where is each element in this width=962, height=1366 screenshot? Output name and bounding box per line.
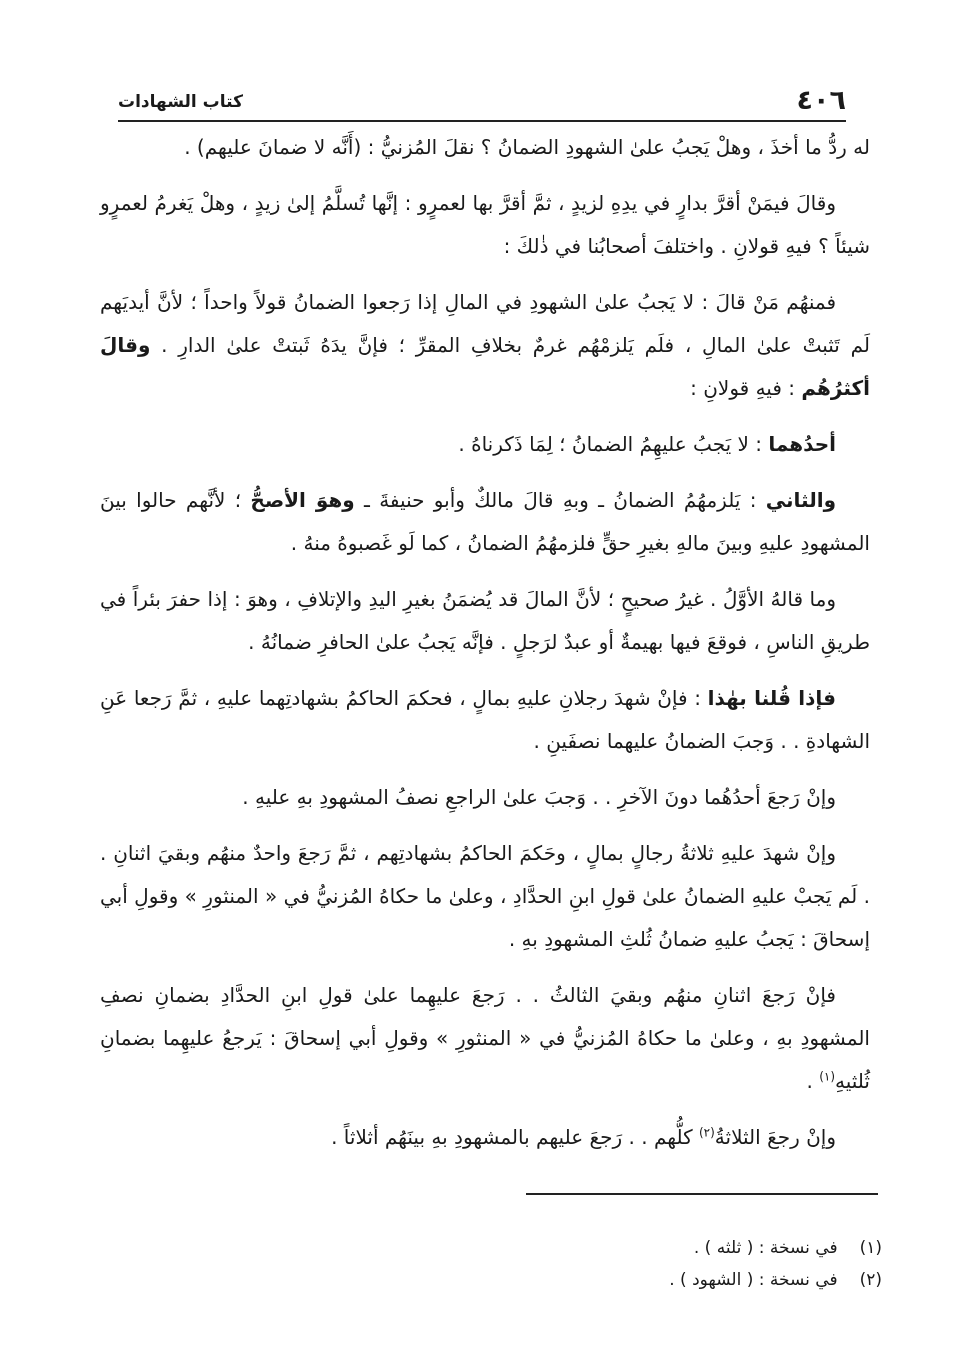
footnote-separator xyxy=(526,1193,878,1195)
running-title: كتاب الشهادات xyxy=(118,92,243,112)
paragraph-text: : يَلزمهُمُ الضمانُ ـ وبهِ قالَ مالكٌ وأبو حنيفةَ ـ xyxy=(354,488,766,512)
paragraph-2 xyxy=(100,182,870,268)
footnotes xyxy=(362,1232,882,1296)
main-text xyxy=(100,126,870,1172)
footnote-number: (٢) xyxy=(859,1270,882,1290)
footnote-number: (١) xyxy=(859,1238,882,1258)
footnote-text: في نسخة : ( الشهود ) . xyxy=(669,1270,838,1290)
paragraph-text: : فيهِ قولانِ : xyxy=(690,376,802,400)
page-header xyxy=(118,86,846,122)
paragraph-6 xyxy=(100,578,870,664)
paragraph-text: فإنْ رَجعَ اثنانِ منهُم وبقيَ الثالثُ . . رَجعَ عليهِما علىٰ قولِ ابنِ الحدَّادِ بضمانِ نصفِ المشهودِ بهِ ، وعلىٰ ما حكاهُ المُزنيُّ في « المنثورِ » وقولِ أبي إسحاقَ : يَرجعُ عليهِما بضمانِ ثُلثيهِ xyxy=(100,983,870,1093)
paragraph-10 xyxy=(100,974,870,1103)
paragraph-text: له ردُّ ما أخذَ ، وهلْ يَجبُ علىٰ الشهودِ الضمانُ ؟ نقلَ المُزنيُّ : (أَنَّه لا ضمانَ عليهم) . xyxy=(184,135,870,159)
paragraph-text: . xyxy=(806,1069,820,1093)
paragraph-7 xyxy=(100,677,870,763)
bold-phrase: والثاني xyxy=(765,488,836,512)
bold-phrase: أحدُهما xyxy=(768,432,836,456)
paragraph-text: ؛ لأنَّهم حالوا بينَ المشهودِ عليهِ وبينَ مالهِ بغيرِ حقٍّ فلزمهُمُ الضمانُ ، كما لَو غَصبوهُ منهُ . xyxy=(100,488,870,555)
paragraph-text: وما قالهُ الأوَّلُ . غيرُ صحيحٍ ؛ لأنَّ المالَ قد يُضمَنُ بغيرِ اليدِ والإتلافِ ، وهوَ : إذا حفرَ بئراً في طريقِ الناسِ ، فوقعَ فيها بهيمةٌ أو عبدٌ لرَجلٍ . فإنَّه يَجبُ علىٰ الحافرِ ضمانُهُ . xyxy=(100,587,870,654)
paragraph-text: وقالَ فيمَنْ أقرَّ بدارٍ في يدِهِ لزيدٍ ، ثمَّ أقرَّ بها لعمرٍو : إنَّها تُسلَّمُ إلىٰ زيدٍ ، وهلْ يَغرمُ لعمرٍو شيئاً ؟ فيهِ قولانِ . واختلفَ أصحابُنا في ذٰلكَ : xyxy=(100,191,870,258)
footnote-text: في نسخة : ( ثلثه ) . xyxy=(693,1238,838,1258)
paragraph-5 xyxy=(100,479,870,565)
footnote-1 xyxy=(362,1232,882,1264)
paragraph-4 xyxy=(100,423,870,466)
paragraph-text: وإنْ رجعَ الثلاثةُ xyxy=(714,1125,836,1149)
bold-phrase: وهوَ الأصحُّ xyxy=(250,488,355,512)
paragraph-8 xyxy=(100,776,870,819)
paragraph-text: كلُّهم . . رَجعَ عليهم بالمشهودِ بهِ بينَهُم أثلاثاً . xyxy=(331,1125,699,1149)
paragraph-1 xyxy=(100,126,870,169)
paragraph-9 xyxy=(100,832,870,961)
paragraph-text: فمنهُم مَنْ قالَ : لا يَجبُ علىٰ الشهودِ في المالِ إذا رَجعوا الضمانُ قولاً واحداً ؛ لأنَّ أيديَهم لَم تَثبتْ علىٰ المالِ ، فلَم يَلزمْهُم غرمٌ بخلافِ المقرِّ ؛ فإنَّ يدَهُ ثَبتتْ علىٰ الدارِ . xyxy=(100,290,870,357)
paragraph-text: وإنْ رَجعَ أحدُهُما دونَ الآخرِ . . وَجبَ علىٰ الراجعِ نصفُ المشهودِ بهِ عليهِ . xyxy=(242,785,836,809)
footnote-marker: (١) xyxy=(819,1069,836,1084)
bold-phrase: وقالَ أكثرُهُم xyxy=(100,333,870,400)
paragraph-text: وإنْ شهدَ عليهِ ثلاثةُ رجالٍ بمالٍ ، وحَكمَ الحاكمُ بشهادتِهم ، ثمَّ رَجعَ واحدٌ منهُم وبقيَ اثنانِ . . لَم يَجبْ عليهِ الضمانُ علىٰ قولِ ابنِ الحدَّادِ ، وعلىٰ ما حكاهُ المُزنيُّ في « المنثورِ » وقولِ أبي إسحاقَ : يَجبُ عليهِ ضمانُ ثُلثِ المشهودِ بهِ . xyxy=(100,841,870,951)
paragraph-11 xyxy=(100,1116,870,1159)
footnote-2 xyxy=(362,1264,882,1296)
paragraph-3 xyxy=(100,281,870,410)
page-number: ٤٠٦ xyxy=(796,85,846,116)
footnote-marker: (٢) xyxy=(698,1125,715,1140)
paragraph-text: : لا يَجبُ عليهِمُ الضمانُ ؛ لِمَا ذَكرناهُ . xyxy=(458,432,769,456)
paragraph-text: : فإنْ شهدَ رجلانِ عليهِ بمالٍ ، فحكمَ الحاكمُ بشهادتِهما عليهِ ، ثمَّ رَجعا عَنِ الشهادةِ . . وَجبَ الضمانُ عليهما نصفَينِ . xyxy=(100,686,870,753)
bold-phrase: فإذا قُلنا بهٰذا xyxy=(707,686,836,710)
